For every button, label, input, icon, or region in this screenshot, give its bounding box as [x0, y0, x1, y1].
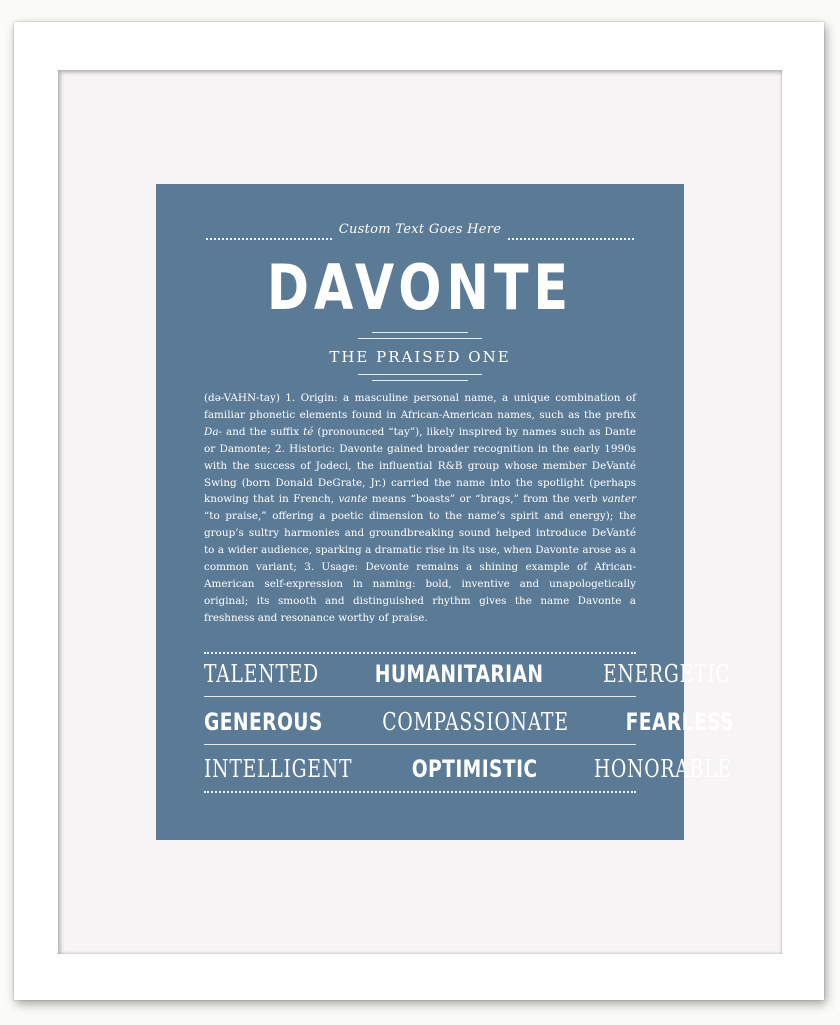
historic-text: “to praise,” offering a poetic dimension to the name’s spirit and energy); the group’s sultry harmonies and groundbreaking sound helped introduce DeVanté to a wider audience, sparking a dramatic rise in its use, when Davonte arose as a common variant;	[204, 510, 636, 574]
trait-word: INTELLIGENT	[204, 755, 353, 783]
name-meaning: THE PRAISED ONE	[329, 348, 511, 366]
trait-word: FEARLESS	[625, 708, 735, 736]
picture-frame	[14, 22, 824, 1000]
title-rule-top-2	[358, 338, 482, 339]
name-title: DAVONTE	[266, 251, 574, 324]
trait-row	[204, 656, 732, 692]
name-print	[156, 184, 735, 840]
origin-suffix: té	[303, 425, 314, 438]
origin-label: 1. Origin:	[285, 392, 338, 404]
usage-label: 3. Usage:	[304, 561, 359, 574]
trait-word: HUMANITARIAN	[375, 660, 544, 688]
trait-word: TALENTED	[204, 660, 319, 688]
origin-text: a masculine personal name, a unique combination of familiar phonetic elements found in African-American names, such as the prefix	[204, 392, 636, 421]
pronunciation: (də-VAHN-tay)	[204, 392, 280, 404]
frame-mat	[58, 70, 782, 954]
trait-word: HONORABLE	[594, 755, 733, 783]
dotted-divider-right	[508, 238, 634, 240]
title-rule-bottom-1	[358, 374, 482, 375]
trait-word: COMPASSIONATE	[382, 708, 569, 736]
origin-prefix: Da-	[204, 425, 223, 438]
dotted-divider-traits-bottom	[204, 791, 636, 793]
usage-text: Devonte remains a shining example of African-American self-expression in naming: bold, inventive and unapologetically original; its smooth and distinguished rhythm gives the name Davonte a freshness and resonance worthy of praise.	[204, 561, 637, 624]
title-rule-bottom-2	[372, 380, 468, 381]
historic-word: vante	[338, 493, 368, 506]
historic-label: 2. Historic:	[274, 442, 335, 455]
name-definition	[204, 390, 636, 627]
trait-word: OPTIMISTIC	[411, 755, 538, 783]
dotted-divider-left	[206, 238, 332, 240]
trait-row	[204, 704, 735, 740]
title-rule-top-1	[372, 332, 468, 333]
historic-text: Davonte gained broader recognition in the early 1990s with the success of Jodeci, the influential R&B group whose member DeVanté Swing (born Donald DeGrate, Jr.) carried the name into the spotlight (perhaps knowing that in French,	[204, 442, 637, 506]
trait-row	[204, 751, 733, 787]
origin-text: and the suffix	[226, 425, 300, 438]
trait-word: GENEROUS	[204, 708, 323, 736]
historic-word: vanter	[601, 493, 636, 506]
dotted-divider-traits-top	[204, 652, 636, 654]
trait-word: ENERGETIC	[603, 660, 732, 688]
origin-text: (pronounced “tay”), likely inspired by names such as Dante or Damonte;	[204, 425, 637, 455]
trait-rule	[204, 744, 636, 745]
historic-text: means “boasts” or “brags,” from the verb	[371, 493, 598, 506]
trait-rule	[204, 696, 636, 697]
custom-text: Custom Text Goes Here	[338, 222, 502, 237]
